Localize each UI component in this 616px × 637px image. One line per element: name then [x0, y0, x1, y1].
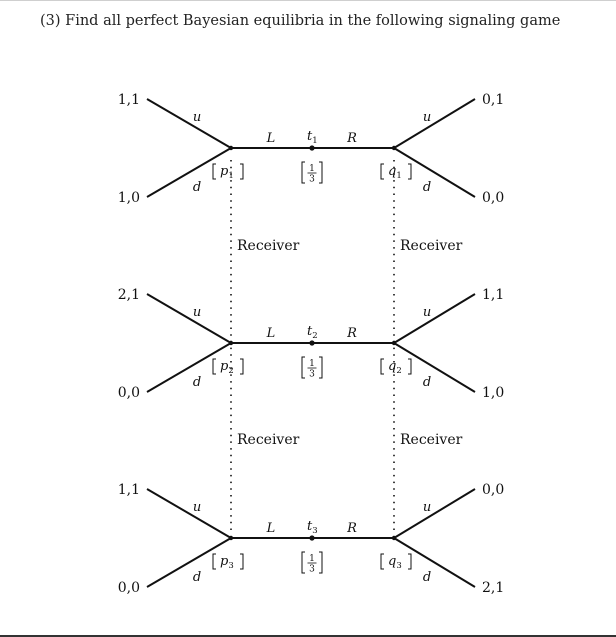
type-3-nature-node — [309, 535, 314, 540]
type-1-prior-close-bracket — [319, 162, 322, 183]
type-1-left-up-edge — [147, 99, 231, 148]
type-2-belief-right-close-bracket — [408, 359, 411, 374]
type-1-payoff-right-down: 0,0 — [482, 190, 505, 206]
type-1-belief-left: $p_1$ — [220, 164, 234, 181]
type-2-action-R: R — [347, 326, 357, 341]
type-3-payoff-right-up: 0,0 — [482, 482, 505, 498]
type-1-action-L: L — [266, 131, 276, 146]
type-2-right-d: d — [422, 375, 432, 390]
type-2-belief-left-close-bracket — [240, 359, 243, 374]
type-2-left-d: d — [192, 375, 202, 390]
type-3-belief-right-open-bracket — [381, 554, 384, 569]
type-3-right-u: u — [422, 500, 432, 515]
type-3-prior-close-bracket — [319, 552, 322, 573]
type-1-prior-open-bracket — [302, 162, 305, 183]
type-1-action-R: R — [347, 131, 357, 146]
type-2-payoff-right-up: 1,1 — [482, 287, 505, 303]
type-2-left-u: u — [192, 305, 202, 320]
type-3-prior-numerator: 1 — [309, 554, 315, 564]
type-3-left-up-edge — [147, 489, 231, 538]
type-3-action-L: L — [266, 521, 276, 536]
type-3-left-node — [229, 536, 233, 540]
receiver-label-left-2: Receiver — [237, 432, 300, 448]
type-2-left-up-edge — [147, 294, 231, 343]
type-2-prior-numerator: 1 — [309, 359, 315, 369]
type-2-prior-close-bracket — [319, 357, 322, 378]
type-3-belief-right: $q_3$ — [388, 554, 402, 571]
type-2-prior-denominator: 3 — [309, 369, 315, 380]
type-2-belief-right: $q_2$ — [388, 359, 402, 376]
type-2-right-u: u — [422, 305, 432, 320]
type-1-belief-right-open-bracket — [381, 164, 384, 179]
type-1-left-d: d — [192, 180, 202, 195]
type-2-belief-right-open-bracket — [381, 359, 384, 374]
type-3-belief-left: $p_3$ — [220, 554, 234, 571]
type-1-belief-right-close-bracket — [408, 164, 411, 179]
type-3-prior-denominator: 3 — [309, 564, 315, 575]
type-2-prior-open-bracket — [302, 357, 305, 378]
type-1-nature-node — [309, 145, 314, 150]
type-3-payoff-left-up: 1,1 — [117, 482, 140, 498]
type-3-right-up-edge — [394, 489, 475, 538]
type-3-left-down-edge — [147, 538, 231, 587]
type-1-belief-left-open-bracket — [213, 164, 216, 179]
type-1-right-up-edge — [394, 99, 475, 148]
type-2-action-L: L — [266, 326, 276, 341]
receiver-label-right-2: Receiver — [400, 432, 463, 448]
type-3-belief-left-close-bracket — [240, 554, 243, 569]
type-2-label: $t_2$ — [307, 324, 318, 341]
type-1-right-d: d — [422, 180, 432, 195]
type-2-left-down-edge — [147, 343, 231, 392]
type-3-action-R: R — [347, 521, 357, 536]
type-3-payoff-left-down: 0,0 — [117, 580, 140, 596]
receiver-label-left-1: Receiver — [237, 238, 300, 254]
type-1-prior-numerator: 1 — [309, 164, 315, 174]
type-2-payoff-left-down: 0,0 — [117, 385, 140, 401]
type-1-label: $t_1$ — [307, 129, 318, 146]
type-1-payoff-left-down: 1,0 — [117, 190, 140, 206]
type-3-right-down-edge — [394, 538, 475, 587]
type-3-belief-left-open-bracket — [213, 554, 216, 569]
type-3-payoff-right-down: 2,1 — [482, 580, 505, 596]
type-3-prior-open-bracket — [302, 552, 305, 573]
receiver-label-right-1: Receiver — [400, 238, 463, 254]
type-3-belief-right-close-bracket — [408, 554, 411, 569]
type-3-label: $t_3$ — [307, 519, 318, 536]
type-1-belief-right: $q_1$ — [388, 164, 402, 181]
type-1-payoff-right-up: 0,1 — [482, 92, 505, 108]
type-1-left-u: u — [192, 110, 202, 125]
type-3-right-node — [392, 536, 396, 540]
type-1-payoff-left-up: 1,1 — [117, 92, 140, 108]
type-3-left-u: u — [192, 500, 202, 515]
question-text: (3) Find all perfect Bayesian equilibria in the following signaling game — [40, 13, 561, 29]
type-2-right-down-edge — [394, 343, 475, 392]
type-1-prior-denominator: 3 — [309, 174, 315, 185]
type-1-right-u: u — [422, 110, 432, 125]
type-1-left-down-edge — [147, 148, 231, 197]
type-1-right-node — [392, 146, 396, 150]
type-3-left-d: d — [192, 570, 202, 585]
type-1-left-node — [229, 146, 233, 150]
type-2-right-up-edge — [394, 294, 475, 343]
type-3-right-d: d — [422, 570, 432, 585]
type-2-nature-node — [309, 340, 314, 345]
type-2-payoff-left-up: 2,1 — [117, 287, 140, 303]
type-2-payoff-right-down: 1,0 — [482, 385, 505, 401]
type-2-belief-left: $p_2$ — [220, 359, 234, 376]
type-1-belief-left-close-bracket — [240, 164, 243, 179]
type-1-right-down-edge — [394, 148, 475, 197]
type-2-belief-left-open-bracket — [213, 359, 216, 374]
